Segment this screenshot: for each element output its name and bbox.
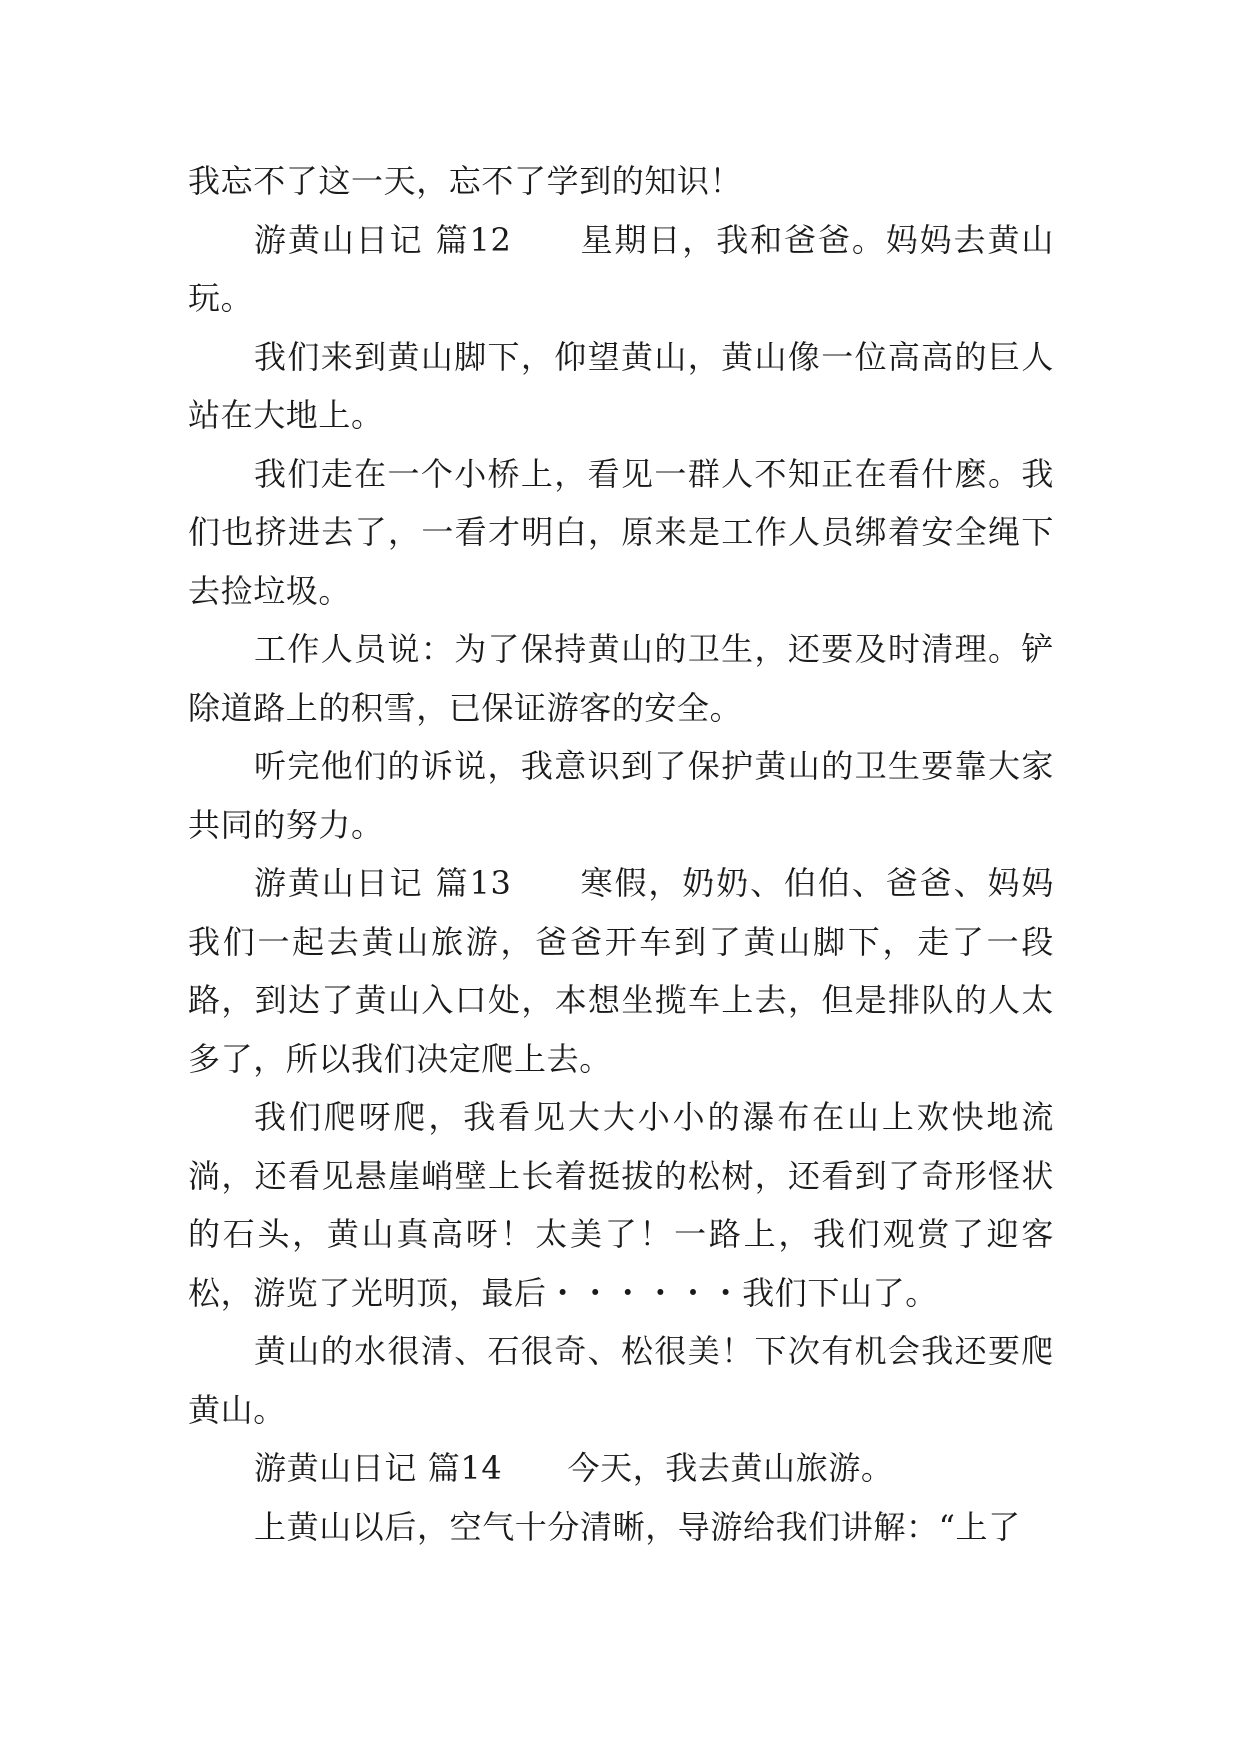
paragraph: 黄山的水很清、石很奇、松很美！下次有机会我还要爬黄山。 [188,1332,1054,1429]
paragraph: 我们来到黄山脚下，仰望黄山，黄山像一位高高的巨人站在大地上。 [188,337,1054,434]
paragraph: 工作人员说：为了保持黄山的卫生，还要及时清理。铲除道路上的积雪，已保证游客的安全。 [188,630,1054,727]
paragraph: 我们走在一个小桥上，看见一群人不知正在看什麽。我们也挤进去了，一看才明白，原来是工作人员绑着安全绳下去捡垃圾。 [188,454,1054,610]
paragraph: 上黄山以后，空气十分清晰，导游给我们讲解：“上了 [254,1507,1021,1546]
paragraph: 游黄山日记 篇13 寒假，奶奶、伯伯、爸爸、妈妈我们一起去黄山旅游，爸爸开车到了黄山脚下，走了一段路，到达了黄山入口处，本想坐揽车上去，但是排队的人太多了，所以我们决定爬上去。 [188,864,1054,1078]
paragraph: 游黄山日记 篇12 星期日，我和爸爸。妈妈去黄山玩。 [188,220,1054,317]
paragraph: 游黄山日记 篇14 今天，我去黄山旅游。 [254,1449,894,1487]
document-body [188,152,1054,1556]
paragraph: 听完他们的诉说，我意识到了保护黄山的卫生要靠大家共同的努力。 [188,747,1054,844]
paragraph: 我们爬呀爬，我看见大大小小的瀑布在山上欢快地流淌，还看见悬崖峭壁上长着挺拔的松树，还看到了奇形怪状的石头，黄山真高呀！太美了！一路上，我们观赏了迎客松，游览了光明顶，最后・・・・・・我们下山了。 [188,1098,1054,1312]
paragraph: 我忘不了这一天，忘不了学到的知识！ [188,162,743,200]
